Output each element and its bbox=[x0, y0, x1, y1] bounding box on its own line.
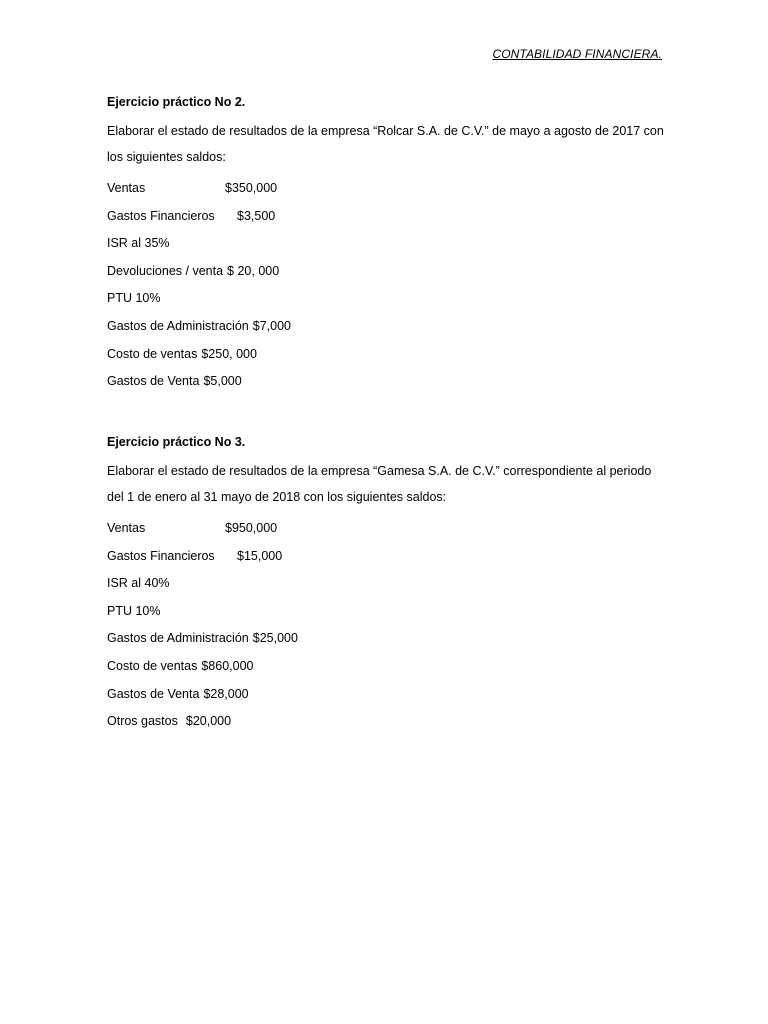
balance-amount: $25,000 bbox=[252, 631, 298, 646]
balance-item bbox=[107, 233, 667, 261]
balance-amount: $15,000 bbox=[237, 548, 283, 563]
balance-label: Ventas bbox=[107, 521, 146, 535]
balance-amount: $350,000 bbox=[225, 181, 278, 195]
balance-item bbox=[107, 316, 667, 344]
balance-label: Gastos Financieros bbox=[107, 548, 215, 563]
balance-label: Costo de ventas bbox=[107, 658, 198, 673]
balance-amount: $28,000 bbox=[203, 686, 249, 701]
balance-amount: $250, 000 bbox=[201, 346, 257, 361]
balance-label: Gastos de Venta bbox=[107, 374, 200, 389]
balance-amount: $7,000 bbox=[252, 318, 291, 333]
balance-item bbox=[107, 656, 667, 684]
balance-item bbox=[107, 261, 667, 289]
balance-item bbox=[107, 628, 667, 656]
balance-amount: $ 20, 000 bbox=[227, 263, 280, 278]
page-header: CONTABILIDAD FINANCIERA. bbox=[492, 47, 662, 61]
balance-item bbox=[107, 178, 667, 206]
exercise-3-description: Elaborar el estado de resultados de la empresa “Gamesa S.A. de C.V.” correspondiente al periodo del 1 de enero al 31 mayo de 2018 con los siguientes saldos: bbox=[107, 464, 652, 504]
balance-label: Otros gastos bbox=[107, 714, 178, 729]
balance-label: PTU 10% bbox=[107, 603, 161, 618]
balance-item bbox=[107, 573, 667, 601]
balance-label: Ventas bbox=[107, 181, 146, 195]
exercise-2-description: Elaborar el estado de resultados de la empresa “Rolcar S.A. de C.V.” de mayo a agosto de 2017 con los siguientes saldos: bbox=[107, 124, 664, 164]
balance-amount: $5,000 bbox=[203, 374, 242, 389]
exercise-2-title: Ejercicio práctico No 2. bbox=[107, 95, 246, 109]
exercise-3-balances bbox=[107, 518, 667, 739]
balance-label: Gastos de Administración bbox=[107, 318, 249, 333]
balance-item bbox=[107, 206, 667, 234]
balance-label: PTU 10% bbox=[107, 291, 161, 306]
balance-label: Gastos Financieros bbox=[107, 208, 215, 223]
balance-item bbox=[107, 371, 667, 399]
balance-label: ISR al 40% bbox=[107, 576, 170, 591]
exercise-3-title: Ejercicio práctico No 3. bbox=[107, 435, 246, 449]
exercise-2-section bbox=[107, 92, 667, 399]
balance-item bbox=[107, 601, 667, 629]
balance-item bbox=[107, 546, 667, 574]
balance-amount: $3,500 bbox=[237, 208, 276, 223]
balance-label: Costo de ventas bbox=[107, 346, 198, 361]
balance-label: Devoluciones / venta bbox=[107, 263, 224, 278]
exercise-2-balances bbox=[107, 178, 667, 399]
balance-item bbox=[107, 518, 667, 546]
balance-item bbox=[107, 344, 667, 372]
balance-amount: $860,000 bbox=[201, 658, 254, 673]
balance-label: ISR al 35% bbox=[107, 236, 170, 251]
balance-amount: $950,000 bbox=[225, 521, 278, 535]
balance-label: Gastos de Administración bbox=[107, 631, 249, 646]
balance-item bbox=[107, 288, 667, 316]
exercise-3-section bbox=[107, 432, 667, 739]
balance-label: Gastos de Venta bbox=[107, 686, 200, 701]
balance-item bbox=[107, 711, 667, 739]
balance-item bbox=[107, 684, 667, 712]
balance-amount: $20,000 bbox=[185, 714, 232, 729]
